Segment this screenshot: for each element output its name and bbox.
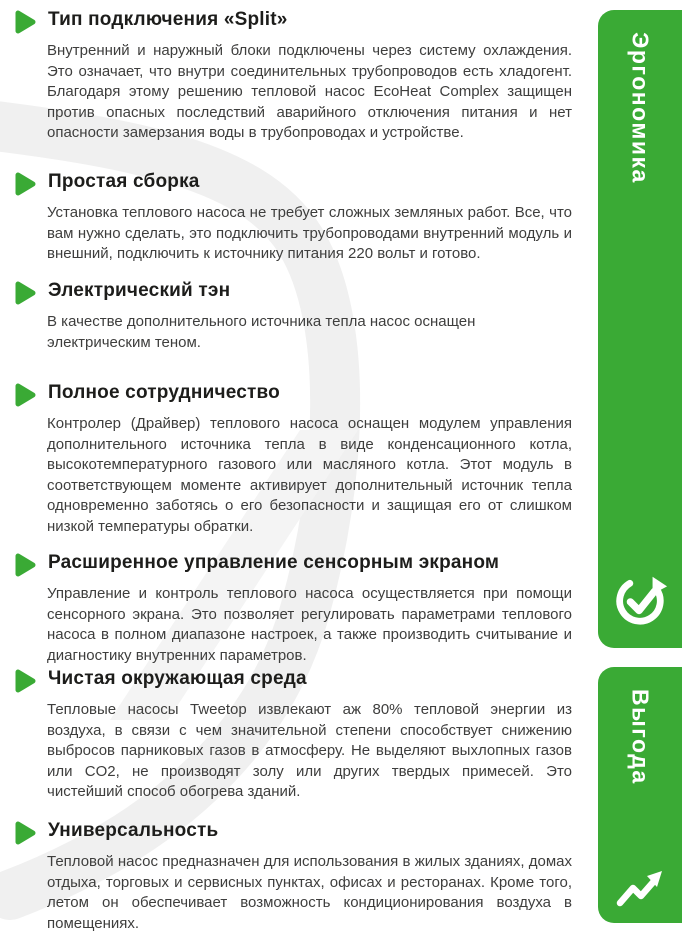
section-body: В качестве дополнительного источника тепла насос оснащен электрическим теном. xyxy=(47,313,476,351)
section-title: Расширенное управление сенсорным экраном xyxy=(48,552,500,573)
section-header xyxy=(14,8,574,35)
section-body: Управление и контроль теплового насоса осуществляется при помощи сенсорного экрана. Это позволяет регулировать параметрами теплового насоса в полном диапазоне настроек, а также производить считывание и диагностику внутренних параметров. xyxy=(47,585,572,664)
feature-section xyxy=(14,667,574,803)
section-header xyxy=(14,551,574,578)
section-header xyxy=(14,381,574,408)
feature-section xyxy=(14,8,574,144)
section-title: Простая сборка xyxy=(48,171,200,192)
feature-section xyxy=(14,819,574,934)
section-title: Тип подключения «Split» xyxy=(48,9,288,30)
play-bullet-icon xyxy=(14,9,38,35)
section-header xyxy=(14,170,574,197)
section-body: Тепловой насос предназначен для использования в жилых зданиях, домах отдыха, торговых и сервисных пунктах, офисах и ресторанах. Кроме того, летом он обеспечивает возможность кондиционирования воздуха в помещениях. xyxy=(47,853,572,932)
refresh-check-icon xyxy=(611,568,669,628)
feature-section xyxy=(14,170,574,265)
section-header xyxy=(14,279,574,306)
play-bullet-icon xyxy=(14,382,38,408)
section-title: Полное сотрудничество xyxy=(48,382,280,403)
play-bullet-icon xyxy=(14,552,38,578)
section-title: Универсальность xyxy=(48,820,219,841)
section-body: Контролер (Драйвер) теплового насоса оснащен модулем управления дополнительного источника тепла в виде конденсационного котла, высокотемпературного газового или масляного котла. Этот модуль в соответствующем моменте активирует дополнительный источник тепла одновременно заботясь о его безопасности и защищая его от слишком низкой температуры обратки. xyxy=(47,415,572,535)
trend-arrow-icon xyxy=(614,865,666,909)
play-bullet-icon xyxy=(14,668,38,694)
section-header xyxy=(14,819,574,846)
section-body: Внутренний и наружный блоки подключены через систему охлаждения. Это означает, что внутри соединительных трубопроводов есть хладогент. Благодаря этому решению тепловой насос EcoHeat Complex защищен против опасных последствий аварийного отключения питания и нет опасности замерзания воды в трубопроводах и устройстве. xyxy=(47,42,572,141)
play-bullet-icon xyxy=(14,171,38,197)
side-tab-benefit xyxy=(598,667,682,923)
feature-section xyxy=(14,551,574,666)
feature-section xyxy=(14,279,574,353)
side-tab-label: Эргономика xyxy=(627,32,654,184)
side-tab-ergonomics xyxy=(598,10,682,648)
section-body: Тепловые насосы Tweetop извлекают аж 80% тепловой энергии из воздуха, в связи с чем значительной степени способствует снижению выбросов парниковых газов в атмосферу. Не выделяют выхлопных газов или CO2, не производят золу или других твердых примесей. Это чистейший способ обогрева зданий. xyxy=(47,701,572,800)
feature-section xyxy=(14,381,574,537)
section-title: Электрический тэн xyxy=(48,280,231,301)
play-bullet-icon xyxy=(14,280,38,306)
play-bullet-icon xyxy=(14,820,38,846)
section-header xyxy=(14,667,574,694)
section-title: Чистая окружающая среда xyxy=(48,668,307,689)
section-body: Установка теплового насоса не требует сложных земляных работ. Все, что вам нужно сделать, это подключить трубопроводами внутренний модуль и внешний, подключить к источнику питания 220 вольт и готово. xyxy=(47,204,572,262)
side-tab-label: Выгода xyxy=(627,689,654,785)
